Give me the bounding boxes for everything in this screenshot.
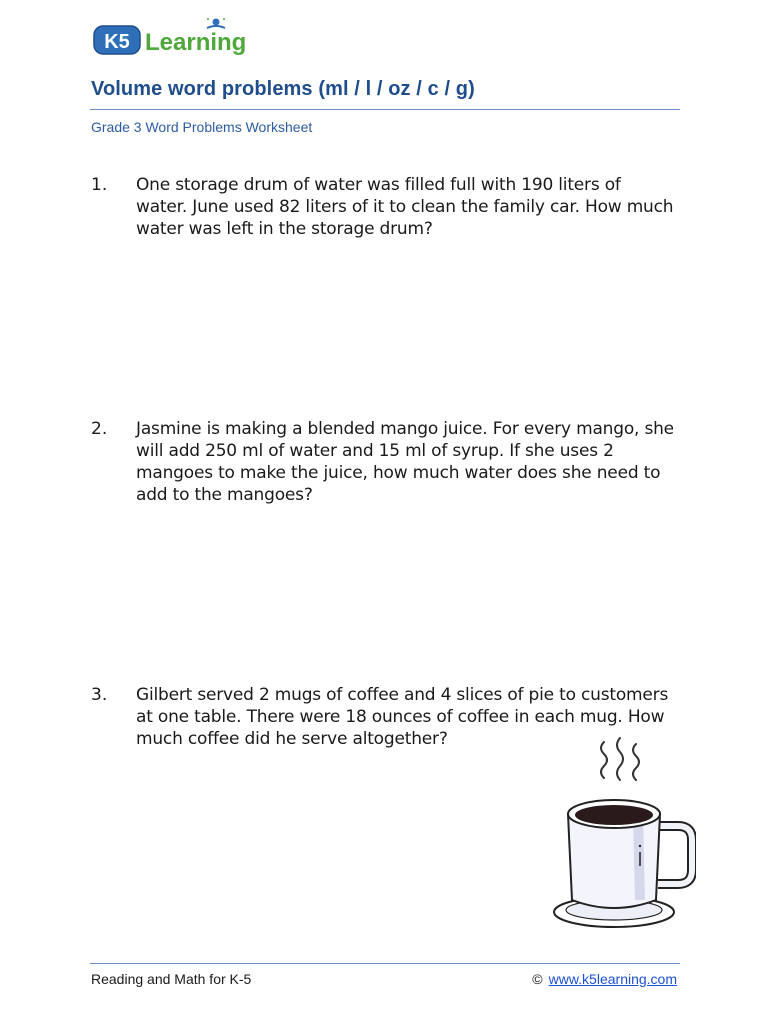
logo-figure-icon: [207, 18, 225, 28]
worksheet-subtitle: Grade 3 Word Problems Worksheet: [91, 119, 313, 135]
title-divider: [90, 109, 680, 110]
footer-divider: [90, 963, 680, 964]
logo-word-text: Learning: [145, 29, 247, 56]
problem-text: Jasmine is making a blended mango juice. For every mango, she will add 250 ml of water and 15 ml of syrup. If she uses 2 mangoes to make the juice, how much water does she need to add to the mangoes?: [136, 419, 674, 505]
problem-text: Gilbert served 2 mugs of coffee and 4 slices of pie to customers at one table. There were 18 ounces of coffee in each mug. How much coffee did he serve altogether?: [136, 685, 669, 749]
logo-badge-text: K5: [104, 31, 130, 53]
copyright-symbol: ©: [532, 971, 543, 987]
problem-number: 1.: [91, 175, 108, 195]
problem-text: One storage drum of water was filled full with 190 liters of water. June used 82 liters of it to clean the family car. How much water was left in the storage drum?: [136, 175, 674, 239]
problem-number: 2.: [91, 419, 108, 439]
footer-tagline: Reading and Math for K-5: [91, 971, 252, 987]
k5learning-link[interactable]: www.k5learning.com: [548, 971, 677, 987]
footer-copyright: [532, 971, 677, 987]
problem-number: 3.: [91, 685, 108, 705]
worksheet-title: Volume word problems (ml / l / oz / c / g): [91, 78, 475, 100]
coffee-mug-icon: [546, 734, 696, 934]
k5-learning-logo: [91, 16, 261, 60]
steam-icon: [601, 738, 639, 780]
